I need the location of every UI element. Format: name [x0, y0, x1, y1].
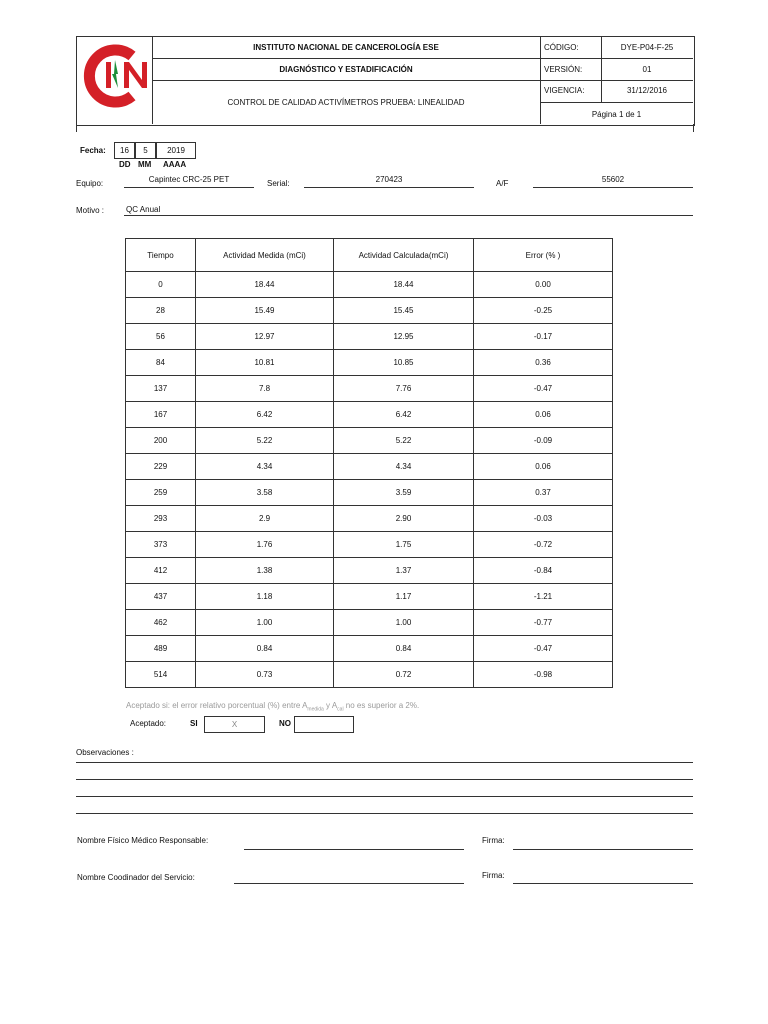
col-header-tiempo: Tiempo — [126, 239, 196, 272]
cell-actividad-medida: 0.84 — [196, 636, 334, 662]
criterion-sub-medida: medida — [307, 706, 324, 713]
col-header-error: Error (% ) — [474, 239, 613, 272]
table-row — [126, 454, 613, 480]
header-divider — [540, 102, 693, 103]
cell-tiempo: 373 — [126, 532, 196, 558]
cell-actividad-calculada: 1.37 — [334, 558, 474, 584]
institution-name: INSTITUTO NACIONAL DE CANCEROLOGÍA ESE — [253, 43, 439, 52]
table-row — [126, 324, 613, 350]
motivo-label: Motivo : — [76, 206, 105, 215]
cell-actividad-calculada: 10.85 — [334, 350, 474, 376]
coordinador-label: Nombre Coodinador del Servicio: — [77, 873, 195, 882]
criterion-prefix: Aceptado si: el error relativo porcentual (%) entre A — [126, 701, 308, 710]
cell-error: -0.09 — [474, 428, 613, 454]
cell-error: 0.06 — [474, 402, 613, 428]
cell-error: -1.21 — [474, 584, 613, 610]
cell-actividad-calculada: 18.44 — [334, 272, 474, 298]
cell-error: -0.47 — [474, 376, 613, 402]
cell-actividad-calculada: 4.34 — [334, 454, 474, 480]
cell-tiempo: 437 — [126, 584, 196, 610]
af-underline — [533, 187, 693, 188]
firma2-field[interactable] — [513, 883, 693, 884]
cell-error: -0.98 — [474, 662, 613, 688]
no-label: NO — [279, 719, 291, 728]
table-row — [126, 480, 613, 506]
table-row — [126, 298, 613, 324]
cell-error: -0.47 — [474, 636, 613, 662]
cell-tiempo: 412 — [126, 558, 196, 584]
cell-tiempo: 259 — [126, 480, 196, 506]
col-header-actividad-medida: Actividad Medida (mCi) — [196, 239, 334, 272]
table-row — [126, 506, 613, 532]
aceptado-label: Aceptado: — [130, 719, 167, 728]
fecha-aaaa-label: AAAA — [163, 160, 187, 169]
af-label: A/F — [496, 179, 509, 188]
cell-tiempo: 462 — [126, 610, 196, 636]
cell-actividad-medida: 15.49 — [196, 298, 334, 324]
fecha-day-field[interactable]: 16 — [114, 142, 135, 159]
fecha-year-field[interactable]: 2019 — [156, 142, 196, 159]
table-row — [126, 662, 613, 688]
fecha-mm-label: MM — [138, 160, 152, 169]
equipo-label: Equipo: — [76, 179, 104, 188]
cell-tiempo: 28 — [126, 298, 196, 324]
cell-actividad-medida: 4.34 — [196, 454, 334, 480]
firma1-field[interactable] — [513, 849, 693, 850]
cell-actividad-calculada: 1.75 — [334, 532, 474, 558]
table-row — [126, 376, 613, 402]
cell-error: -0.17 — [474, 324, 613, 350]
equipo-underline — [124, 187, 254, 188]
fecha-label: Fecha: — [80, 146, 106, 155]
cell-actividad-medida: 18.44 — [196, 272, 334, 298]
no-checkbox[interactable] — [294, 716, 354, 733]
fisico-responsable-label: Nombre Físico Médico Responsable: — [77, 836, 209, 845]
cell-tiempo: 200 — [126, 428, 196, 454]
cell-error: -0.77 — [474, 610, 613, 636]
cell-actividad-calculada: 1.17 — [334, 584, 474, 610]
si-checkbox[interactable]: X — [204, 716, 265, 733]
col-header-actividad-calculada: Actividad Calculada(mCi) — [334, 239, 474, 272]
criterion-suffix: no es superior a 2%. — [343, 701, 420, 710]
cell-actividad-medida: 1.38 — [196, 558, 334, 584]
cell-tiempo: 293 — [126, 506, 196, 532]
coordinador-field[interactable] — [234, 883, 464, 884]
codigo-label: CÓDIGO: — [544, 43, 579, 52]
table-row — [126, 350, 613, 376]
cell-actividad-medida: 7.8 — [196, 376, 334, 402]
form-title: CONTROL DE CALIDAD ACTIVÍMETROS PRUEBA: LINEALIDAD — [227, 98, 465, 107]
cell-actividad-calculada: 12.95 — [334, 324, 474, 350]
cell-actividad-medida: 5.22 — [196, 428, 334, 454]
cell-actividad-calculada: 7.76 — [334, 376, 474, 402]
cell-tiempo: 56 — [126, 324, 196, 350]
table-row — [126, 610, 613, 636]
header-divider — [540, 80, 693, 81]
si-label: SI — [190, 719, 198, 728]
cell-actividad-calculada: 15.45 — [334, 298, 474, 324]
criterion-sub-cal: cal — [337, 706, 344, 713]
version-value: 01 — [642, 65, 652, 74]
observaciones-label: Observaciones : — [76, 748, 134, 757]
cell-actividad-calculada: 2.90 — [334, 506, 474, 532]
motivo-underline — [124, 215, 693, 216]
observaciones-line[interactable] — [76, 779, 693, 780]
cell-actividad-calculada: 6.42 — [334, 402, 474, 428]
table-row — [126, 272, 613, 298]
cell-actividad-medida: 3.58 — [196, 480, 334, 506]
cell-actividad-medida: 0.73 — [196, 662, 334, 688]
observaciones-line[interactable] — [76, 796, 693, 797]
table-row — [126, 532, 613, 558]
department-name: DIAGNÓSTICO Y ESTADIFICACIÓN — [279, 65, 413, 74]
cell-actividad-calculada: 0.72 — [334, 662, 474, 688]
vigencia-label: VIGENCIA: — [544, 86, 585, 95]
table-row — [126, 636, 613, 662]
equipo-value[interactable]: Capintec CRC-25 PET — [148, 175, 230, 184]
firma1-label: Firma: — [482, 836, 505, 845]
header-tick — [76, 124, 77, 132]
cell-tiempo: 0 — [126, 272, 196, 298]
cell-error: -0.84 — [474, 558, 613, 584]
header-divider — [152, 58, 693, 59]
cell-actividad-calculada: 5.22 — [334, 428, 474, 454]
firma2-label: Firma: — [482, 871, 505, 880]
cell-actividad-calculada: 0.84 — [334, 636, 474, 662]
cell-tiempo: 84 — [126, 350, 196, 376]
cell-error: 0.06 — [474, 454, 613, 480]
cell-error: -0.03 — [474, 506, 613, 532]
observaciones-line[interactable] — [76, 762, 693, 763]
af-value[interactable]: 55602 — [601, 175, 625, 184]
fisico-responsable-field[interactable] — [244, 849, 464, 850]
cell-error: 0.37 — [474, 480, 613, 506]
cell-tiempo: 137 — [126, 376, 196, 402]
fecha-dd-label: DD — [119, 160, 131, 169]
serial-underline — [304, 187, 474, 188]
vigencia-value: 31/12/2016 — [626, 86, 668, 95]
cell-error: -0.25 — [474, 298, 613, 324]
cell-actividad-medida: 1.00 — [196, 610, 334, 636]
table-row — [126, 428, 613, 454]
cell-tiempo: 229 — [126, 454, 196, 480]
cell-tiempo: 167 — [126, 402, 196, 428]
cell-error: 0.00 — [474, 272, 613, 298]
table-header-row — [126, 239, 613, 272]
cell-actividad-medida: 6.42 — [196, 402, 334, 428]
table-row — [126, 584, 613, 610]
criterion-mid: y A — [323, 701, 338, 710]
institution-logo — [80, 40, 152, 112]
cell-actividad-calculada: 3.59 — [334, 480, 474, 506]
cell-actividad-medida: 2.9 — [196, 506, 334, 532]
cell-actividad-medida: 10.81 — [196, 350, 334, 376]
header-divider — [152, 80, 540, 81]
cell-actividad-medida: 12.97 — [196, 324, 334, 350]
version-label: VERSIÓN: — [544, 65, 583, 74]
cell-error: 0.36 — [474, 350, 613, 376]
motivo-value[interactable]: QC Anual — [126, 205, 161, 214]
serial-value[interactable]: 270423 — [375, 175, 403, 184]
table-row — [126, 558, 613, 584]
serial-label: Serial: — [267, 179, 290, 188]
acceptance-criterion — [126, 701, 419, 713]
table-row — [126, 402, 613, 428]
page-number: Página 1 de 1 — [591, 110, 642, 119]
cell-tiempo: 514 — [126, 662, 196, 688]
linearity-table — [125, 238, 613, 688]
codigo-value: DYE-P04-F-25 — [620, 43, 674, 52]
cell-actividad-calculada: 1.00 — [334, 610, 474, 636]
cell-tiempo: 489 — [126, 636, 196, 662]
cell-error: -0.72 — [474, 532, 613, 558]
fecha-month-field[interactable]: 5 — [135, 142, 156, 159]
cell-actividad-medida: 1.76 — [196, 532, 334, 558]
header-tick — [693, 124, 694, 132]
observaciones-line[interactable] — [76, 813, 693, 814]
cell-actividad-medida: 1.18 — [196, 584, 334, 610]
